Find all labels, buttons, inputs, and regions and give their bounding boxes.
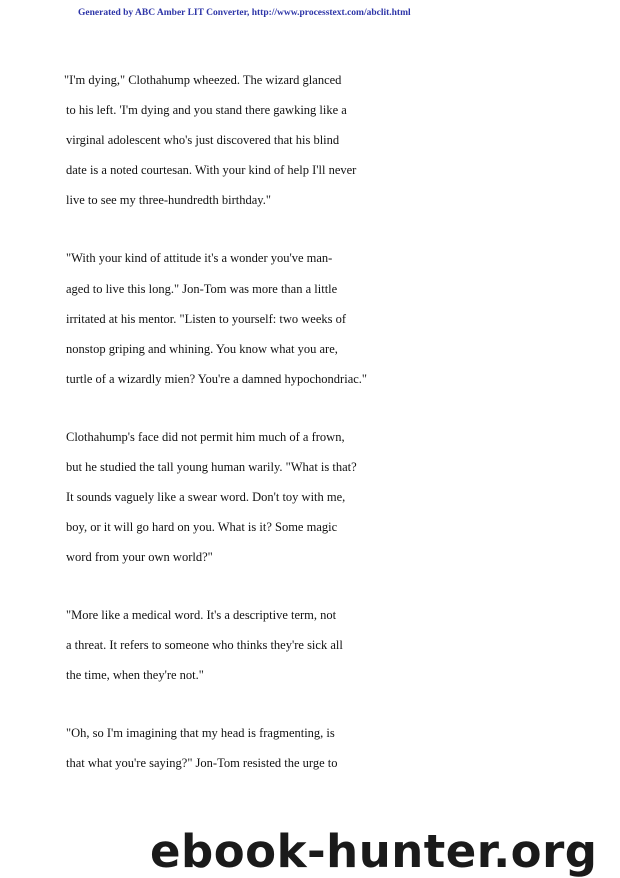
text-line: but he studied the tall young human warily. "What is that? [66,460,357,474]
text-line: live to see my three-hundredth birthday." [66,193,271,207]
text-line: a threat. It refers to someone who thinks they're sick all [66,638,343,652]
text-line: Clothahump's face did not permit him much of a frown, [66,430,345,444]
converter-notice-link[interactable]: Generated by ABC Amber LIT Converter, http://www.processtext.com/abclit.html [78,8,411,18]
text-line: nonstop griping and whining. You know what you are, [66,342,338,356]
text-line: "With your kind of attitude it's a wonder you've man- [66,251,333,265]
text-line: irritated at his mentor. "Listen to yourself: two weeks of [66,312,347,326]
text-line: that what you're saying?" Jon-Tom resisted the urge to [66,756,338,770]
text-line: It sounds vaguely like a swear word. Don't toy with me, [66,490,346,504]
text-line: date is a noted courtesan. With your kind of help I'll never [66,163,357,177]
text-line: virginal adolescent who's just discovered that his blind [66,133,340,147]
text-line: boy, or it will go hard on you. What is it? Some magic [66,520,338,534]
text-line: to his left. 'I'm dying and you stand there gawking like a [66,103,347,117]
text-line: "Oh, so I'm imagining that my head is fragmenting, is [66,726,335,740]
text-line: turtle of a wizardly mien? You're a damned hypochondriac." [66,372,368,386]
text-line: word from your own world?" [66,550,213,564]
text-line: the time, when they're not." [66,668,204,682]
text-line: aged to live this long." Jon-Tom was more than a little [66,282,338,296]
text-line: "I'm dying," Clothahump wheezed. The wizard glanced [64,73,342,87]
watermark-logo: ebook-hunter.org [150,825,598,878]
text-line: "More like a medical word. It's a descriptive term, not [66,608,337,622]
